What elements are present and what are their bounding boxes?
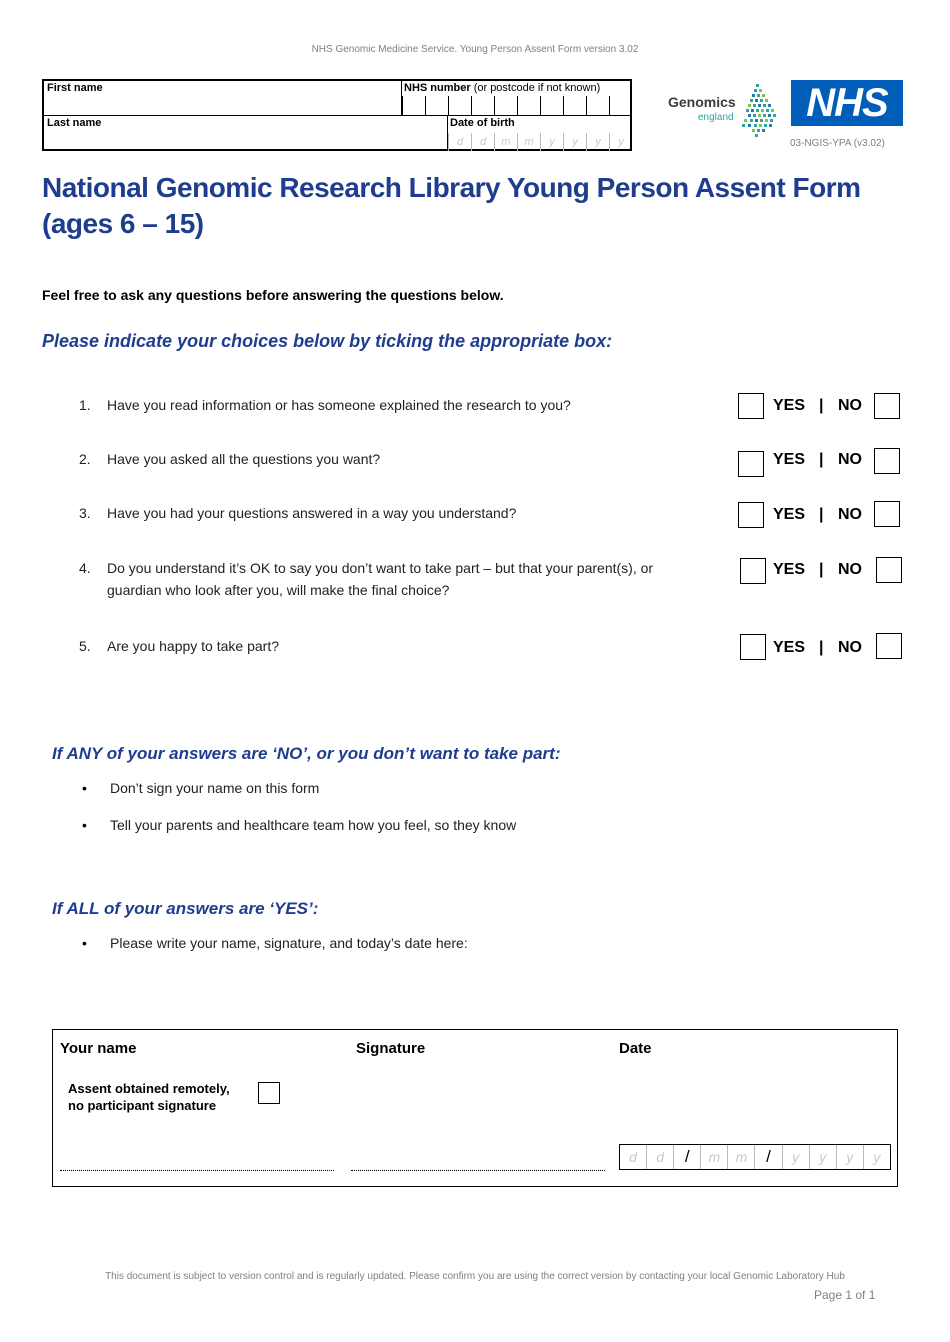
page-number: Page 1 of 1 bbox=[814, 1288, 876, 1302]
england-logo-text: england bbox=[698, 112, 734, 123]
bullet-icon: • bbox=[82, 780, 87, 796]
question-number: 3. bbox=[79, 505, 91, 521]
question-number: 5. bbox=[79, 638, 91, 654]
question-text: Have you read information or has someone explained the research to you? bbox=[107, 397, 571, 413]
question-number: 1. bbox=[79, 397, 91, 413]
nhs-number-field[interactable] bbox=[401, 81, 633, 115]
bullet-text: Don’t sign your name on this form bbox=[110, 780, 320, 796]
separator: | bbox=[819, 451, 824, 468]
signature-box bbox=[52, 1029, 898, 1187]
no-label: NO bbox=[838, 639, 862, 656]
remote-assent-label: Assent obtained remotely, no participant signature bbox=[68, 1081, 230, 1113]
no-checkbox[interactable] bbox=[876, 557, 902, 583]
signature-label: Signature bbox=[356, 1040, 426, 1057]
your-name-label: Your name bbox=[60, 1040, 137, 1057]
no-label: NO bbox=[838, 451, 862, 468]
question-number: 4. bbox=[79, 560, 91, 576]
genomics-logo-text: Genomics bbox=[668, 94, 736, 110]
genomics-england-map-icon bbox=[742, 84, 776, 138]
yes-checkbox[interactable] bbox=[738, 502, 764, 528]
separator: | bbox=[819, 506, 824, 523]
separator: | bbox=[819, 561, 824, 578]
yes-label: YES bbox=[773, 451, 806, 468]
no-checkbox[interactable] bbox=[874, 448, 900, 474]
no-checkbox[interactable] bbox=[874, 393, 900, 419]
date-label: Date bbox=[619, 1040, 652, 1057]
date-of-birth-field[interactable] bbox=[447, 115, 633, 151]
bullet-text: Tell your parents and healthcare team how you feel, so they know bbox=[110, 817, 517, 833]
instruction-heading: Please indicate your choices below by ticking the appropriate box: bbox=[42, 331, 613, 351]
bullet-icon: • bbox=[82, 817, 87, 833]
name-input-line[interactable] bbox=[60, 1170, 334, 1171]
yes-checkbox[interactable] bbox=[740, 634, 766, 660]
no-label: NO bbox=[838, 561, 862, 578]
separator: | bbox=[819, 639, 824, 656]
page-title: National Genomic Research Library Young Person Assent Form (ages 6 – 15) bbox=[42, 172, 861, 239]
first-name-label: First name bbox=[47, 82, 103, 94]
intro-text: Feel free to ask any questions before answering the questions below. bbox=[42, 287, 504, 303]
date-input[interactable]: d d / m m / y y y y bbox=[619, 1144, 891, 1170]
nhs-number-sublabel: (or postcode if not known) bbox=[473, 82, 601, 94]
form-code: 03-NGIS-YPA (v3.02) bbox=[790, 138, 885, 149]
last-name-label: Last name bbox=[47, 117, 102, 129]
yes-label: YES bbox=[773, 506, 806, 523]
no-section-heading: If ANY of your answers are ‘NO’, or you don’t want to take part: bbox=[52, 744, 561, 763]
footer-note: This document is subject to version control and is regularly updated. Please confirm you are using the correct version by contacting your local Genomic Laboratory Hub bbox=[105, 1271, 845, 1282]
date-of-birth-cells[interactable]: d d m m y y y y bbox=[448, 133, 632, 151]
remote-assent-checkbox[interactable] bbox=[258, 1082, 280, 1104]
yes-section-heading: If ALL of your answers are ‘YES’: bbox=[52, 899, 319, 918]
separator: | bbox=[819, 397, 824, 414]
no-label: NO bbox=[838, 506, 862, 523]
nhs-number-label: NHS number bbox=[404, 82, 471, 94]
nhs-logo: NHS bbox=[791, 80, 903, 126]
no-label: NO bbox=[838, 397, 862, 414]
yes-label: YES bbox=[773, 639, 806, 656]
question-number: 2. bbox=[79, 451, 91, 467]
yes-checkbox[interactable] bbox=[738, 451, 764, 477]
date-of-birth-label: Date of birth bbox=[450, 117, 515, 129]
question-text: Have you had your questions answered in a way you understand? bbox=[107, 505, 517, 521]
signature-input-line[interactable] bbox=[351, 1170, 605, 1171]
question-text: Have you asked all the questions you want? bbox=[107, 451, 381, 467]
question-text: Do you understand it’s OK to say you don’t want to take part – but that your parent(s), or guardian who look after you, will make the final choice? bbox=[107, 560, 654, 598]
no-checkbox[interactable] bbox=[874, 501, 900, 527]
patient-details-box bbox=[42, 79, 632, 151]
yes-label: YES bbox=[773, 397, 806, 414]
no-checkbox[interactable] bbox=[876, 633, 902, 659]
yes-checkbox[interactable] bbox=[740, 558, 766, 584]
yes-label: YES bbox=[773, 561, 806, 578]
bullet-icon: • bbox=[82, 935, 87, 951]
nhs-number-cells[interactable] bbox=[402, 96, 632, 115]
bullet-text: Please write your name, signature, and today’s date here: bbox=[110, 935, 468, 951]
yes-checkbox[interactable] bbox=[738, 393, 764, 419]
question-text: Are you happy to take part? bbox=[107, 638, 279, 654]
header-note: NHS Genomic Medicine Service. Young Person Assent Form version 3.02 bbox=[311, 44, 639, 55]
